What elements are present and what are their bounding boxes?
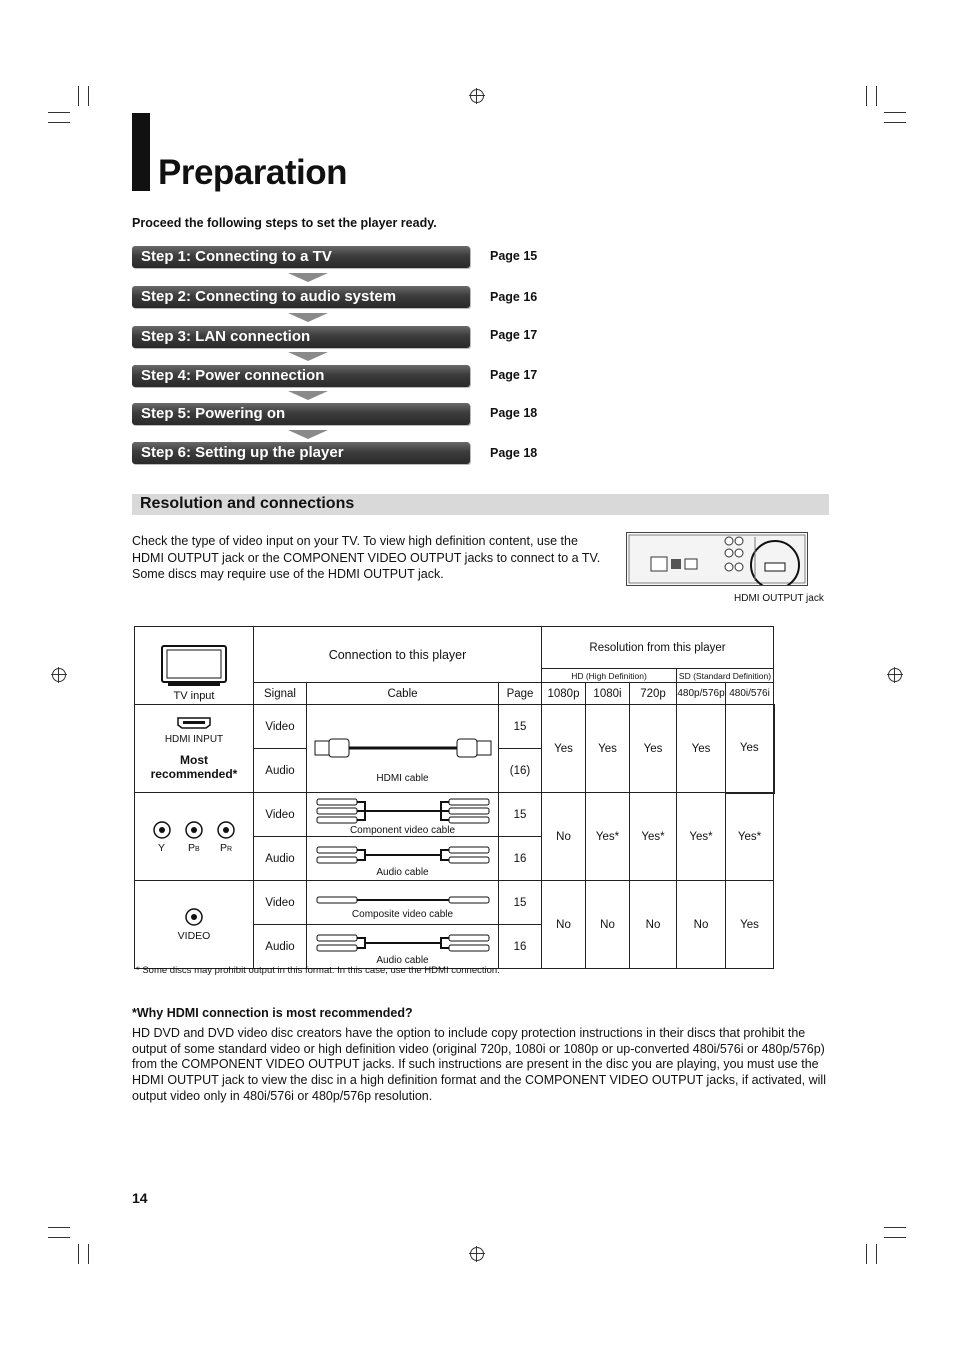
crop-mark (88, 86, 89, 106)
step-6-page-ref: Page 18 (490, 446, 538, 460)
component-video-page: 15 (499, 793, 542, 837)
section-paragraph: Check the type of video input on your TV. To view high definition content, use the HDMI OUTPUT jack or the COMPONENT VIDEO OUTPUT jacks to connect to a TV. Some discs may require use of the HDMI OUTPUT jack. (132, 534, 601, 581)
jack-pb-label (188, 842, 200, 854)
step-label: Step 4: Power connection (141, 367, 325, 384)
composite-audio-page: 16 (499, 925, 542, 969)
crop-mark (48, 122, 70, 123)
res-col-1080p: 1080p (542, 683, 586, 705)
section-header (132, 494, 829, 515)
cable-column-header: Cable (307, 683, 499, 705)
hd-label: HD (High Definition) (542, 669, 677, 683)
composite-audio-cable-cell (307, 925, 499, 969)
composite-cable-cell (307, 881, 499, 925)
composite-cable-icon (313, 893, 493, 907)
down-arrow-icon (288, 391, 328, 400)
component-cable-label: Component video cable (349, 825, 456, 836)
hdmi-cable-icon (313, 731, 493, 771)
step-label: Step 3: LAN connection (141, 328, 311, 345)
step-3-banner (132, 326, 470, 348)
down-arrow-icon (288, 352, 328, 361)
res-cell: Yes (677, 705, 726, 793)
step-1-page-ref: Page 15 (490, 249, 538, 263)
hdmi-video-page: 15 (499, 705, 542, 749)
signal-video: Video (254, 793, 307, 837)
res-cell: Yes* (586, 793, 630, 881)
tv-icon (160, 644, 228, 688)
step-label: Step 2: Connecting to audio system (141, 288, 397, 305)
res-cell: Yes (630, 705, 677, 793)
step-label: Step 1: Connecting to a TV (141, 248, 332, 265)
res-cell: Yes (586, 705, 630, 793)
signal-video: Video (254, 881, 307, 925)
connection-table (134, 626, 775, 969)
hdmi-jack-caption: HDMI OUTPUT jack (734, 593, 824, 604)
crop-mark (48, 1237, 70, 1238)
signal-column-header: Signal (254, 683, 307, 705)
jack-pr-letter: P (220, 841, 228, 854)
down-arrow-icon (288, 273, 328, 282)
crop-mark (48, 112, 70, 113)
audio-cable-icon (313, 933, 493, 955)
tv-input-header (135, 627, 254, 705)
step-2-page-ref: Page 16 (490, 290, 538, 304)
jack-pb-letter: P (188, 841, 196, 854)
res-cell: Yes (726, 705, 774, 793)
hdmi-input-label: HDMI INPUT (164, 734, 224, 745)
connection-header: Connection to this player (254, 627, 542, 683)
res-cell: No (630, 881, 677, 969)
component-input-cell (135, 793, 254, 881)
why-hdmi-heading: *Why HDMI connection is most recommended? (132, 1006, 413, 1020)
res-cell: No (677, 881, 726, 969)
signal-audio: Audio (254, 925, 307, 969)
step-4-page-ref: Page 17 (490, 368, 538, 382)
res-cell: Yes (542, 705, 586, 793)
res-cell: No (586, 881, 630, 969)
component-audio-page: 16 (499, 837, 542, 881)
component-cable-icon (313, 797, 493, 827)
resolution-header: Resolution from this player (542, 627, 774, 669)
hdmi-audio-page: (16) (499, 749, 542, 793)
crop-mark (88, 1244, 89, 1264)
crop-mark (884, 112, 906, 113)
component-audio-cable-cell (307, 837, 499, 881)
page-title: Preparation (158, 153, 347, 192)
title-accent-bar (132, 113, 150, 191)
crop-mark (884, 1237, 906, 1238)
crop-mark (78, 1244, 79, 1264)
res-cell: Yes (726, 881, 774, 969)
res-cell: Yes* (630, 793, 677, 881)
signal-audio: Audio (254, 749, 307, 793)
step-4-banner (132, 365, 470, 387)
player-rear-panel-illustration (626, 532, 808, 586)
rear-panel-icon (627, 533, 807, 585)
composite-input-cell (135, 881, 254, 969)
res-cell: Yes* (726, 793, 774, 881)
page-number: 14 (132, 1190, 148, 1206)
component-cable-cell (307, 793, 499, 837)
audio-cable-icon (313, 845, 493, 867)
registration-mark-icon (470, 89, 484, 103)
crop-mark (78, 86, 79, 106)
step-6-banner (132, 442, 470, 464)
audio-cable-label: Audio cable (376, 867, 429, 878)
crop-mark (866, 1244, 867, 1264)
res-cell: No (542, 793, 586, 881)
section-title: Resolution and connections (140, 495, 355, 512)
step-label: Step 5: Powering on (141, 405, 286, 422)
intro-text: Proceed the following steps to set the player ready. (132, 216, 437, 230)
crop-mark (884, 122, 906, 123)
down-arrow-icon (288, 430, 328, 439)
why-hdmi-paragraph: HD DVD and DVD video disc creators have the option to include copy protection instructions in their discs that prohibit the output of some standard video or high definition video (original 720p, 1080i or 1080p or up-converted 480i/576i or 480p/576p) from the COMPONENT VIDEO OUTPUT jacks. If such instructions are present in the disc you are playing, you must use the HDMI OUTPUT jack to view the disc in a high definition format and the COMPONENT VIDEO OUTPUT jacks, if activated, will output video only in 480i/576i or 480p/576p resolution. (132, 1026, 826, 1103)
table-footnote: * Some discs may prohibit output in this format. In this case, use the HDMI connection. (136, 965, 500, 976)
registration-mark-icon (470, 1247, 484, 1261)
res-col-1080i: 1080i (586, 683, 630, 705)
hdmi-cable-cell (307, 705, 499, 793)
step-2-banner (132, 286, 470, 308)
crop-mark (876, 1244, 877, 1264)
audio-cable-label: Audio cable (376, 955, 429, 966)
tv-input-label: TV input (173, 690, 215, 702)
hdmi-cable-label: HDMI cable (376, 773, 429, 784)
hdmi-input-cell (135, 705, 254, 793)
step-label: Step 6: Setting up the player (141, 444, 344, 461)
crop-mark (884, 1227, 906, 1228)
registration-mark-icon (52, 668, 66, 682)
res-col-720p: 720p (630, 683, 677, 705)
jack-pr-subscript: R (227, 845, 233, 853)
hdmi-port-icon (176, 716, 212, 730)
jack-pr-label (220, 842, 232, 854)
component-jacks-icon (152, 820, 236, 840)
step-5-banner (132, 403, 470, 425)
most-recommended-label: Most recommended* (150, 753, 238, 781)
down-arrow-icon (288, 313, 328, 322)
signal-video: Video (254, 705, 307, 749)
crop-mark (48, 1227, 70, 1228)
res-col-480i: 480i/576i (726, 683, 774, 705)
res-col-480p: 480p/576p (677, 683, 726, 705)
step-5-page-ref: Page 18 (490, 406, 538, 420)
jack-y-label: Y (158, 841, 166, 854)
step-1-banner (132, 246, 470, 268)
composite-jack-icon (184, 907, 204, 927)
video-input-label: VIDEO (177, 930, 211, 942)
signal-audio: Audio (254, 837, 307, 881)
jack-pb-subscript: B (195, 845, 200, 853)
crop-mark (876, 86, 877, 106)
composite-video-page: 15 (499, 881, 542, 925)
composite-cable-label: Composite video cable (351, 909, 454, 920)
res-cell: No (542, 881, 586, 969)
page-column-header: Page (499, 683, 542, 705)
registration-mark-icon (888, 668, 902, 682)
res-cell: Yes* (677, 793, 726, 881)
step-3-page-ref: Page 17 (490, 328, 538, 342)
crop-mark (866, 86, 867, 106)
sd-label: SD (Standard Definition) (677, 669, 774, 683)
